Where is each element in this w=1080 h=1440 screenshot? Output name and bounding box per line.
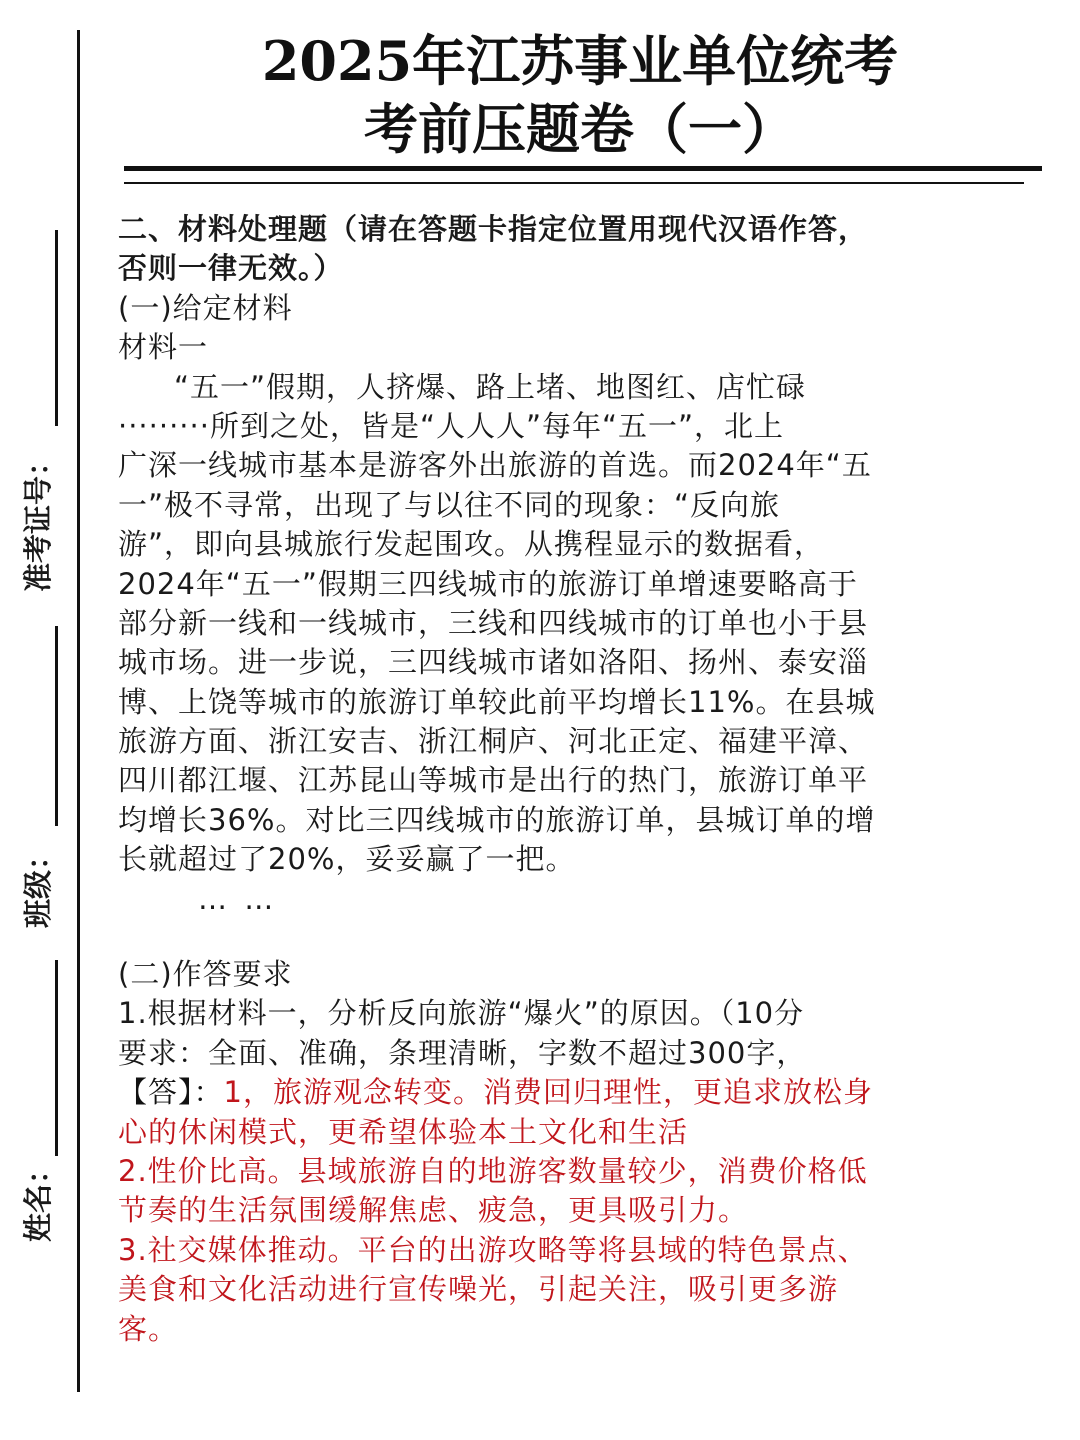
title-rule-thin [124, 182, 1024, 184]
given-material-label: (一)给定材料 [118, 290, 293, 325]
exam-id-blank-bottom [55, 626, 58, 826]
class-blank [55, 960, 58, 1156]
answer-line: 客。 [118, 1311, 179, 1346]
material-line: 均增长36%。对比三四线城市的旅游订单，县城订单的增 [118, 802, 876, 837]
material-line: 2024年“五一”假期三四线城市的旅游订单增速要略高于 [118, 566, 858, 601]
material-line: ·········所到之处，皆是“人人人”每年“五一”，北上 [118, 408, 785, 443]
answer-line: 1，旅游观念转变。消费回归理性，更追求放松身 [223, 1075, 873, 1110]
material-line: 四川都江堰、江苏昆山等城市是出行的热门，旅游订单平 [118, 763, 869, 798]
requirements-label: (二)作答要求 [118, 957, 293, 992]
binding-line [77, 30, 80, 1392]
title-line-1: 2025年江苏事业单位统考 [261, 29, 899, 93]
section-heading-line-2: 否则一律无效。） [118, 251, 344, 286]
exam-id-blank-top [55, 230, 58, 426]
material-line: 博、上饶等城市的旅游订单较此前平均增长11%。在县城 [118, 684, 876, 719]
answer-block [118, 1073, 1038, 1349]
material-ellipsis: … … [198, 881, 278, 916]
answer-line: 2.性价比高。县域旅游自的地游客数量较少，消费价格低 [118, 1153, 868, 1188]
answer-prefix: 【答】： [118, 1075, 224, 1110]
material-line: 长就超过了20%，妥妥赢了一把。 [118, 842, 576, 877]
answer-line: 节奏的生活氛围缓解焦虑、疲急，更具吸引力。 [118, 1193, 749, 1228]
material-paragraph [118, 368, 1038, 880]
material-line: “五一”假期，人挤爆、路上堵、地图红、店忙碌 [174, 369, 807, 404]
material-line: 部分新一线和一线城市，三线和四线城市的订单也小于县 [118, 605, 869, 640]
title-line-2: 考前压题卷（一） [364, 97, 796, 161]
material-line: 广深一线城市基本是游客外出旅游的首选。而2024年“五 [118, 448, 872, 483]
question-line-2: 要求：全面、准确，条理清晰，字数不超过300字， [118, 1035, 807, 1070]
material-line: 游”，即向县城旅行发起围攻。从携程显示的数据看， [118, 527, 825, 562]
material-line: 旅游方面、浙江安吉、浙江桐庐、河北正定、福建平漳、 [118, 724, 869, 759]
name-label: 姓名： [21, 1154, 55, 1242]
answer-line: 3.社交媒体推动。平台的出游攻略等将县域的特色景点、 [118, 1232, 868, 1267]
class-label: 班级： [21, 840, 55, 928]
exam-id-label: 准考证号： [21, 446, 55, 592]
material-line: 一”极不寻常，出现了与以往不同的现象：“反向旅 [118, 487, 781, 522]
title-rule-thick [124, 166, 1042, 171]
material-line: 城市场。进一步说，三四线城市诸如洛阳、扬州、泰安淄 [118, 645, 869, 680]
material-one-label: 材料一 [118, 330, 209, 365]
answer-line: 心的休闲模式，更希望体验本土文化和生活 [118, 1114, 689, 1149]
section-heading-line-1: 二、材料处理题（请在答题卡指定位置用现代汉语作答， [118, 212, 869, 246]
question-section [118, 210, 1038, 1349]
spacer [118, 919, 1038, 955]
question-line-1: 1.根据材料一，分析反向旅游“爆火”的原因。（10分 [118, 996, 805, 1031]
answer-line: 美食和文化活动进行宣传噪光，引起关注，吸引更多游 [118, 1272, 839, 1307]
